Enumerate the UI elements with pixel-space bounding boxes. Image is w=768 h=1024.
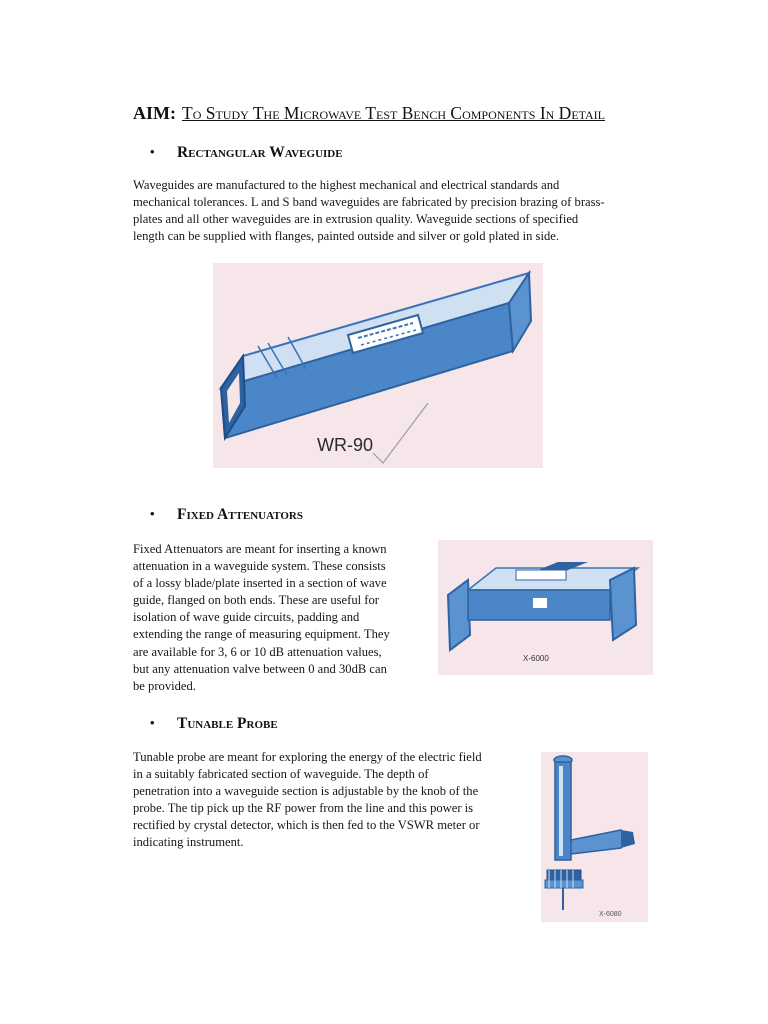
bullet-icon: •: [150, 506, 155, 521]
text-line: guide, flanged on both ends. These are useful for: [133, 593, 379, 608]
aim-label: AIM:: [133, 103, 176, 123]
text-line: Tunable probe are meant for exploring the energy of the electric field: [133, 750, 482, 764]
text-line: Fixed Attenuators are meant for inserting a known: [133, 542, 387, 556]
heading-text: Fixed Attenuators: [177, 506, 303, 523]
text-line: extending the range of measuring equipment. They: [133, 627, 390, 642]
probe-drawing: [541, 752, 648, 922]
heading-text: Rectangular Waveguide: [177, 144, 343, 161]
text-line: rectified by crystal detector, which is then fed to the VSWR meter or: [133, 818, 480, 833]
text-line: Waveguides are manufactured to the highest mechanical and electrical standards and: [133, 178, 560, 192]
bullet-icon: •: [150, 144, 155, 159]
text-line: attenuation in a waveguide system. These consists: [133, 559, 386, 574]
waveguide-figure: [213, 263, 543, 468]
paragraph-waveguide: [133, 177, 673, 245]
text-line: mechanical tolerances. L and S band waveguides are fabricated by precision brazing of brass-: [133, 195, 605, 210]
figure-label-x6000: X-6000: [523, 654, 549, 663]
text-line: are available for 3, 6 or 10 dB attenuation values,: [133, 644, 382, 659]
text-line: in a suitably fabricated section of waveguide. The depth of: [133, 767, 429, 782]
heading-text: Tunable Probe: [177, 715, 278, 732]
heading-tunable-probe: [150, 715, 278, 733]
paragraph-probe: [133, 749, 533, 852]
attenuator-drawing: [438, 540, 653, 675]
waveguide-drawing: [213, 263, 543, 468]
paragraph-attenuators: [133, 541, 433, 695]
probe-figure: [541, 752, 648, 922]
text-line: be provided.: [133, 678, 196, 693]
attenuator-figure: [438, 540, 653, 675]
text-line: length can be supplied with flanges, painted outside and silver or gold plated in side.: [133, 229, 559, 244]
bullet-icon: •: [150, 715, 155, 730]
text-line: indicating instrument.: [133, 835, 244, 850]
heading-rectangular-waveguide: [150, 144, 343, 162]
text-line: but any attenuation valve between 0 and 30dB can: [133, 661, 387, 676]
text-line: isolation of wave guide circuits, padding and: [133, 610, 360, 625]
heading-fixed-attenuators: [150, 506, 303, 524]
text-line: probe. The tip pick up the RF power from the line and this power is: [133, 801, 474, 816]
aim-text: To Study The Microwave Test Bench Components In Detail: [182, 103, 606, 123]
text-line: of a lossy blade/plate inserted in a section of wave: [133, 576, 387, 591]
figure-label-x6080: X-6080: [599, 911, 622, 918]
figure-label-wr90: WR-90: [317, 435, 374, 455]
text-line: plates and all other waveguides are in extrusion quality. Waveguide sections of specified: [133, 212, 579, 227]
text-line: penetration into a waveguide section is adjustable by the knob of the: [133, 784, 479, 799]
page-title: [133, 103, 733, 124]
